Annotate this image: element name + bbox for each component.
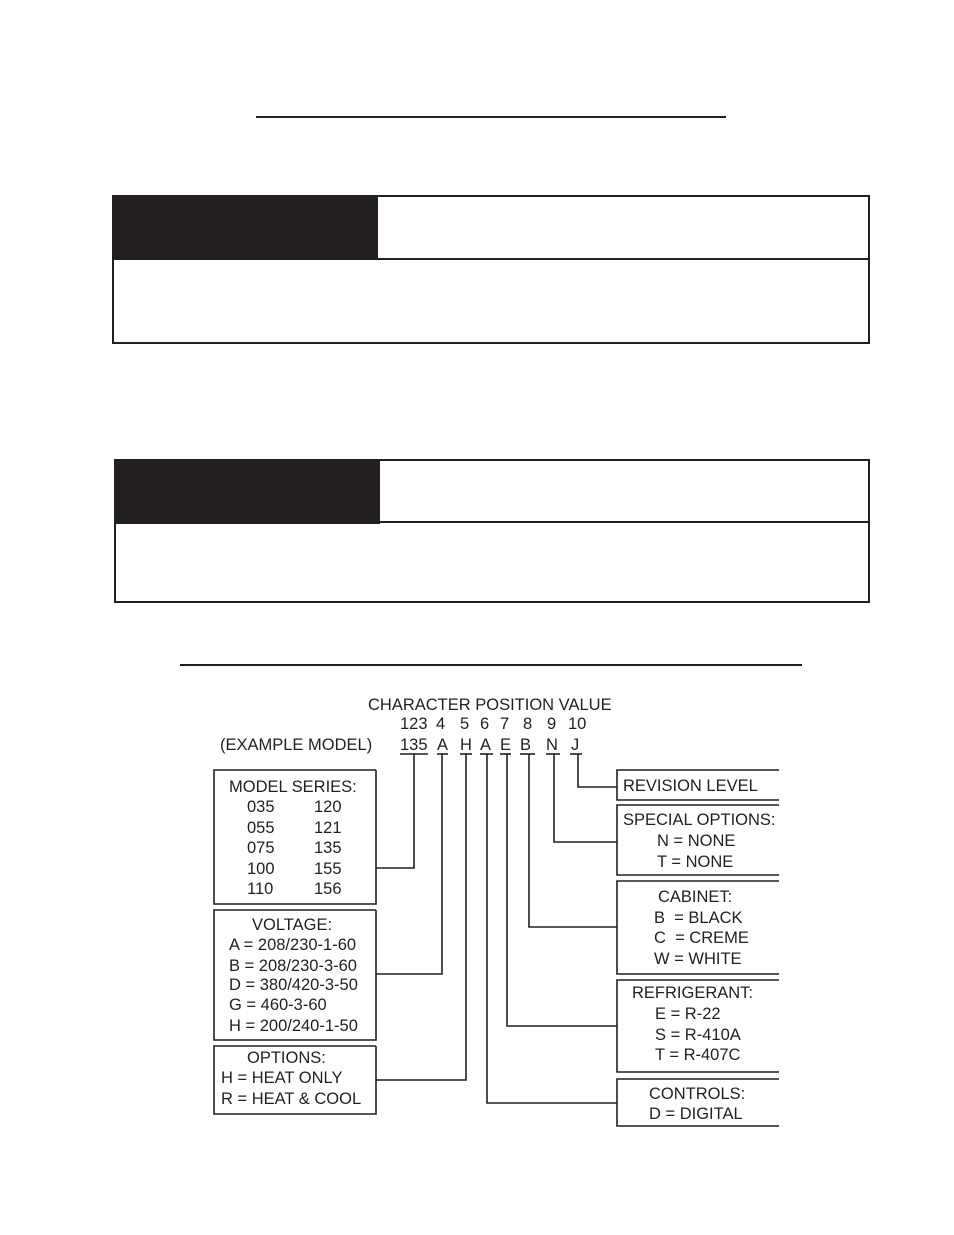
model-char: 135 <box>400 736 428 754</box>
position-number: 9 <box>547 715 557 733</box>
model-char: H <box>460 736 472 754</box>
position-number: 10 <box>568 715 587 733</box>
cabinet-item: C = CREME <box>654 929 749 947</box>
leader-revision <box>578 754 617 787</box>
model-series-value: 135 <box>314 839 342 857</box>
model-char: J <box>571 736 580 754</box>
refrigerant-item: E = R-22 <box>655 1005 721 1023</box>
position-number: 8 <box>523 715 533 733</box>
cabinet-item: B = BLACK <box>654 909 743 927</box>
model-series-value: 035 <box>247 798 275 816</box>
model-series-value: 055 <box>247 819 275 837</box>
model-series-value: 100 <box>247 860 275 878</box>
model-series-value: 156 <box>314 880 342 898</box>
refrigerant-item: T = R-407C <box>655 1046 741 1064</box>
model-series-value: 121 <box>314 819 342 837</box>
special-options-item: N = NONE <box>657 832 736 850</box>
model-series-value: 110 <box>247 880 274 898</box>
position-numbers <box>400 715 586 733</box>
voltage-item: G = 460-3-60 <box>229 996 327 1014</box>
voltage-title: VOLTAGE: <box>252 916 333 934</box>
options-title: OPTIONS: <box>247 1049 326 1067</box>
options-item: H = HEAT ONLY <box>221 1069 343 1087</box>
cabinet-title: CABINET: <box>658 888 733 906</box>
leader-cabinet <box>529 754 617 927</box>
leader-special-options <box>554 754 617 842</box>
leader-options <box>376 754 466 1080</box>
controls-title: CONTROLS: <box>649 1085 746 1103</box>
model-char: A <box>480 736 492 754</box>
leader-voltage <box>376 754 442 974</box>
example-model-characters <box>400 736 579 754</box>
model-char: B <box>520 736 532 754</box>
position-number: 123 <box>400 715 428 733</box>
voltage-item: A = 208/230-1-60 <box>229 936 357 954</box>
leader-model-series <box>376 754 414 868</box>
character-position-value-heading: CHARACTER POSITION VALUE <box>368 696 612 714</box>
model-series-value: 075 <box>247 839 275 857</box>
model-series-title: MODEL SERIES: <box>229 778 357 796</box>
cabinet-item: W = WHITE <box>654 950 742 968</box>
refrigerant-item: S = R-410A <box>655 1026 741 1044</box>
position-number: 5 <box>460 715 470 733</box>
model-char: N <box>546 736 558 754</box>
options-item: R = HEAT & COOL <box>221 1090 362 1108</box>
special-options-title: SPECIAL OPTIONS: <box>623 811 776 829</box>
model-char: A <box>437 736 449 754</box>
voltage-item: B = 208/230-3-60 <box>229 957 357 975</box>
leader-refrigerant <box>507 754 617 1026</box>
voltage-item: H = 200/240-1-50 <box>229 1017 358 1035</box>
position-number: 7 <box>500 715 510 733</box>
model-series-value: 155 <box>314 860 342 878</box>
refrigerant-title: REFRIGERANT: <box>632 984 754 1002</box>
voltage-item: D = 380/420-3-50 <box>229 976 358 994</box>
model-series-value: 120 <box>314 798 342 816</box>
revision-level-title: REVISION LEVEL <box>623 777 758 795</box>
controls-item: D = DIGITAL <box>649 1105 743 1123</box>
example-model-label: (EXAMPLE MODEL) <box>220 736 373 754</box>
special-options-item: T = NONE <box>657 853 734 871</box>
position-number: 4 <box>436 715 446 733</box>
position-number: 6 <box>480 715 490 733</box>
model-char: E <box>500 736 512 754</box>
